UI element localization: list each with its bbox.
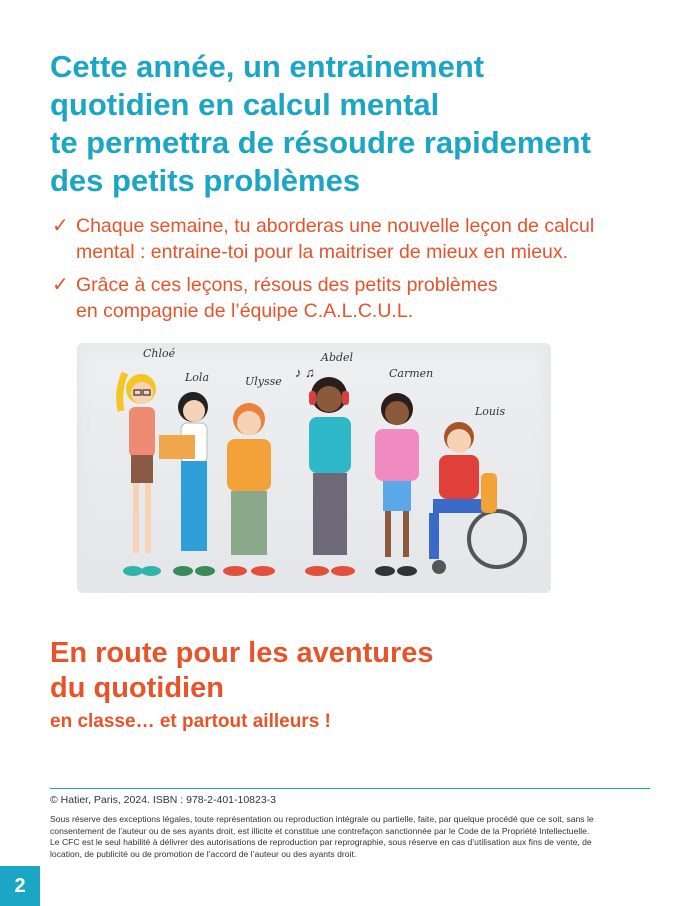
headline-line: quotidien en calcul mental — [50, 87, 440, 122]
section-title-line: du quotidien — [50, 672, 224, 704]
checklist-item — [50, 272, 670, 324]
character-name: Abdel — [321, 351, 354, 364]
character-name: Carmen — [389, 367, 434, 380]
footer-divider — [50, 788, 650, 789]
headline-line: Cette année, un entrainement — [50, 49, 485, 84]
checklist-item — [50, 213, 670, 265]
section-title-line: En route pour les aventures — [50, 637, 434, 669]
character-louis — [429, 405, 525, 574]
character-name: Ulysse — [245, 375, 282, 388]
legal-line: consentement de l’auteur ou de ses ayants droit, est illicite et constitue une contrefaçon sanctionnée par le Code de la Propriété Intellectuelle. — [50, 825, 590, 836]
checklist-text: Chaque semaine, tu aborderas une nouvelle leçon de calcul — [76, 215, 595, 237]
character-name: Lola — [185, 371, 210, 384]
character-lola — [159, 371, 215, 576]
page-headline — [50, 48, 670, 200]
checkmark-icon: ✓ — [52, 215, 69, 237]
section-subtitle: en classe… et partout ailleurs ! — [50, 711, 331, 732]
section-title — [50, 636, 670, 706]
checklist-text: en compagnie de l’équipe C.A.L.C.U.L. — [76, 300, 414, 322]
legal-line: Le CFC est le seul habilité à délivrer des autorisations de reproduction par reprographie, sous réserve en cas d’utilisation aux fins de vente, de — [50, 837, 592, 848]
checkmark-icon: ✓ — [52, 274, 69, 296]
characters-drawing — [77, 343, 551, 593]
checklist-text: mental : entraine-toi pour la maitriser de mieux en mieux. — [76, 241, 569, 263]
headline-line: te permettra de résoudre rapidement — [50, 125, 591, 160]
headline-line: des petits problèmes — [50, 163, 361, 198]
checklist-text: Grâce à ces leçons, résous des petits problèmes — [76, 274, 498, 296]
character-name: Louis — [475, 405, 506, 418]
team-illustration — [77, 343, 551, 593]
character-ulysse — [223, 375, 282, 576]
legal-line: location, de publicité ou de promotion de l’accord de l’auteur ou des ayants droit. — [50, 848, 357, 859]
copyright-notice: © Hatier, Paris, 2024. ISBN : 978-2-401-10823-3 — [50, 794, 277, 806]
character-chloe — [120, 347, 176, 576]
character-carmen — [375, 367, 433, 576]
svg-text:♪ ♫: ♪ ♫ — [295, 365, 315, 380]
checklist — [50, 213, 670, 331]
legal-notice — [50, 814, 652, 860]
character-name: Chloé — [143, 347, 176, 360]
character-abdel — [295, 351, 355, 576]
legal-line: Sous réserve des exceptions légales, toute représentation ou reproduction intégrale ou partielle, faite, par quelque procédé que ce soit, sans le — [50, 814, 594, 824]
page-number: 2 — [0, 866, 40, 906]
